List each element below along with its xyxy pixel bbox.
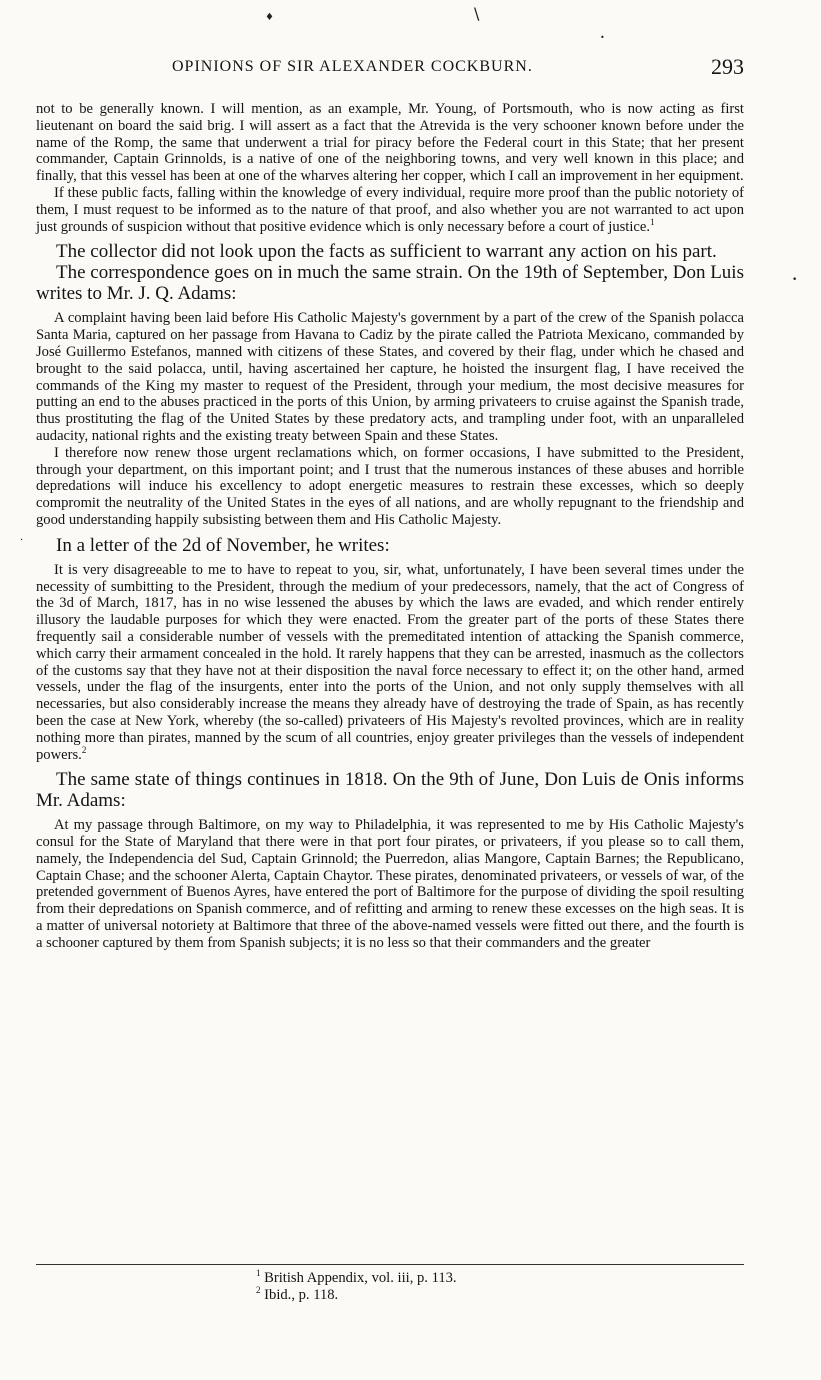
- footnotes: [36, 1264, 744, 1304]
- body-paragraph: The correspondence goes on in much the same strain. On the 19th of September, Don Luis writes to Mr. J. Q. Adams:: [36, 262, 744, 305]
- quote-paragraph: At my passage through Baltimore, on my way to Philadelphia, it was represented to me by His Catholic Majesty's consul for the State of Maryland that there were in that port four pirates, or privateers, if you please so to call them, namely, the Independencia del Sud, Captain Grinnold; the Puerredon, alias Mangore, Captain Barnes; the Republicano, Captain Chase; and the schooner Alerta, Captain Chaytor. These pirates, denominated privateers, or vessels of war, of the pretended government of Buenos Ayres, have entered the port of Baltimore for the purpose of dividing the spoil resulting from their depredations on Spanish commerce, and of refitting and arming to renew these excesses on the high seas. It is a matter of universal notoriety at Baltimore that three of the above-named vessels were fitted out there, and the fourth is a schooner captured by them from Spanish subjects; it is no less so that their commanders and the greater: [36, 817, 744, 951]
- quote-paragraph: It is very disagreeable to me to have to repeat to you, sir, what, unfortunately, I have been several times under the necessity of sumbitting to the President, through the medium of your predecessors, namely, that the act of Congress of the 3d of March, 1817, has in no wise lessened the abuses by which the laws are evaded, and which render entirely illusory the laudable purposes for which they were enacted. From the greater part of the ports of these States there frequently sail a considerable number of vessels with the premeditated intention of attacking the Spanish commerce, which carry their armament concealed in the hold. It rarely happens that they can be arrested, inasmuch as the collectors of the customs say that they have not at their disposition the naval force necessary to effect it; on the other hand, armed vessels, under the flag of the insurgents, enter into the ports of the Union, and not only supply themselves with all necessaries, but also considerably increase the means they already have of destroying the trade of Spain, as has recently been the case at New York, whereby (the so-called) privateers of His Majesty's revolted provinces, which are in reality nothing more than pirates, manned by the scum of all countries, enjoy greater privileges than the vessels of independent powers.$^2$: [36, 561, 744, 763]
- page-content: [36, 101, 744, 952]
- footnote-ref: 2: [81, 744, 87, 755]
- body-paragraph: The collector did not look upon the facts as sufficient to warrant any action on his part.: [56, 241, 717, 263]
- page-header: [36, 54, 744, 82]
- quote-paragraph: A complaint having been laid before His Catholic Majesty's government by a part of the crew of the Spanish polacca Santa Maria, captured on her passage from Havana to Cadiz by the pirate called the Patriota Mexicano, commanded by José Guillermo Estefanos, manned with citizens of these States, and covered by their flag, under which he chased and brought to the said polacca, until, having ascertained her capture, he hoisted the insurgent flag, I have received the commands of the King my master to request of the President, through your medium, the most decisive measures for putting an end to the abuses practiced in the ports of this Union, by arming privateers to cruise against the Spanish trade, thus prostituting the flag of the United States by these predatory acts, and trampling under foot, with an unparalleled audacity, national rights and the existing treaty between Spain and these States.: [36, 310, 744, 444]
- page-number: 293: [711, 54, 744, 79]
- quote-paragraph: not to be generally known. I will mention, as an example, Mr. Young, of Portsmouth, who is now acting as first lieutenant on board the said brig. I will assert as a fact that the Atrevida is the very schooner known before under the name of the Romp, the same that underwent a trial for piracy before the Federal court in this State; that her present commander, Captain Grinnolds, is a native of one of the neighboring towns, and very well known in this place; and finally, that this vessel has been at one of the wharves altering her copper, which I call an improvement in her equipment.: [36, 101, 744, 185]
- body-paragraph: In a letter of the 2d of November, he writes:: [56, 534, 390, 556]
- quote-paragraph: If these public facts, falling within the knowledge of every individual, require more proof than the public notoriety of them, I must request to be informed as to the nature of that proof, and also whether you are not warranted to act upon just grounds of suspicion without that positive evidence which is only necessary before a court of justice.$^1$: [36, 184, 744, 235]
- footnote-ref: 1: [650, 216, 655, 227]
- backslash-mark: \: [474, 4, 480, 23]
- ink-dot-mark: •: [600, 33, 605, 42]
- running-title: OPINIONS OF SIR ALEXANDER COCKBURN.: [172, 58, 533, 75]
- ink-dot-mark: ·: [20, 535, 24, 546]
- footnote: $^2$ Ibid., p. 118.: [256, 1285, 339, 1303]
- body-paragraph: The same state of things continues in 1818. On the 9th of June, Don Luis de Onis informs Mr. Adams:: [36, 769, 744, 812]
- footnote: $^1$ British Appendix, vol. iii, p. 113.: [256, 1268, 457, 1286]
- ink-dot-mark: ♦: [265, 12, 274, 23]
- quote-paragraph: I therefore now renew those urgent reclamations which, on former occasions, I have submitted to the President, through your department, on this important point; and I trust that the numerous instances of these abuses and horrible depredations will induce his excellency to adopt energetic measures to restrain these excesses, which so deeply compromit the neutrality of the United States in the eyes of all nations, and are wholly repugnant to the friendship and good understanding happily subsisting between them and His Catholic Majesty.: [36, 444, 744, 528]
- ink-dot-mark: •: [792, 275, 798, 285]
